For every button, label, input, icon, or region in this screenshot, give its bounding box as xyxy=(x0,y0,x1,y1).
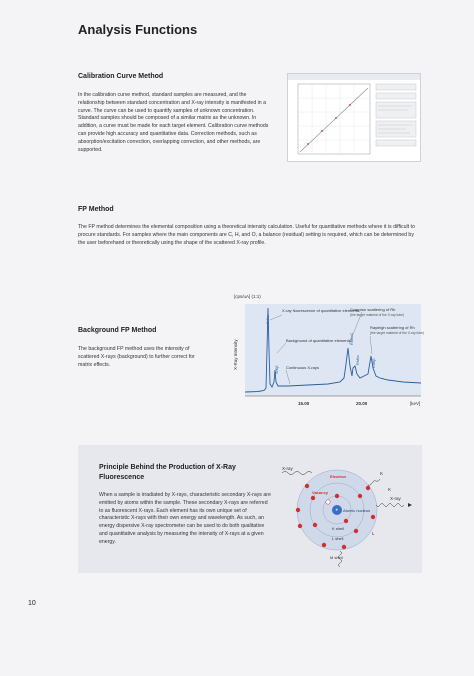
electron xyxy=(358,494,362,498)
electron xyxy=(311,496,315,500)
electron xyxy=(313,523,317,527)
label-k-shell: K shell xyxy=(332,526,345,531)
principle-text: When a sample is irradiated by X-rays, characteristic secondary X-rays are emitted by atoms within the sample. These secondary X-rays are referred to as fluorescent X-rays. Each element has its own unique set of characteristic X-rays with their own energy and wavelength. As such, an energy dispersive X-ray spectrometer can be used to do both qualitative and quantitative analysis by measuring the intensity of X-rays at a given energy. xyxy=(99,492,271,545)
nucleus-plus: + xyxy=(335,507,339,513)
electron xyxy=(342,545,346,549)
calibration-para-2: Standard samples should be composed of a similar matrix as the unknown. In addition, a curve must be made for each target element. Calibration curve methods can provide high accuracy and quantitative data. Correction methods, such as absorption/excitation correction, overlapping correction, and other methods, are supported. xyxy=(78,115,269,153)
page-number: 10 xyxy=(28,600,36,607)
electron xyxy=(322,543,326,547)
spectrum-y-unit: [cps/uA] (1:1) xyxy=(234,294,261,299)
arrow-icon xyxy=(408,503,412,507)
label-vacancy: Vacancy xyxy=(312,490,329,495)
spectrum-xtick-20: 20.00 xyxy=(356,401,368,406)
principle-box xyxy=(78,445,422,573)
calibration-software-screenshot xyxy=(287,73,421,162)
peak-label-rhkb: RhKβ xyxy=(372,358,376,368)
principle-heading: Principle Behind the Production of X-Ray Fluorescence xyxy=(99,464,236,481)
label-l: L xyxy=(372,531,375,536)
annotation-rayleigh: Rayleigh scattering of Rh xyxy=(370,325,415,330)
label-k-2: K xyxy=(388,487,392,492)
bgfp-text: The background FP method uses the intensity of scattered X-rays (background) to further correct for matrix effects. xyxy=(78,346,195,368)
electron xyxy=(354,529,358,533)
calibration-plot-graphic xyxy=(288,74,420,161)
label-l-shell: L shell xyxy=(332,536,344,541)
label-xray-in: X-ray xyxy=(282,466,293,471)
vacancy-marker xyxy=(326,500,330,504)
electron xyxy=(366,486,370,490)
electron xyxy=(296,508,300,512)
peak-label-srkb: SrKβ xyxy=(275,365,279,374)
annotation-background: Background of quantitative elements xyxy=(286,338,351,343)
annotation-compton-sub: (the target material of the X-ray tube) xyxy=(350,313,405,317)
page-title: Analysis Functions xyxy=(78,22,198,37)
atom-diagram xyxy=(280,465,420,569)
annotation-fluorescence: X-ray fluorescence of quantitative elements xyxy=(282,308,359,313)
bgfp-heading: Background FP Method xyxy=(78,327,157,334)
spectrum-figure xyxy=(228,290,426,412)
label-nucleus: Atomic nucleus xyxy=(343,508,371,513)
electron xyxy=(305,484,309,488)
spectrum-plot-area xyxy=(245,304,421,396)
calibration-heading: Calibration Curve Method xyxy=(78,73,164,80)
annotation-rayleigh-sub: (the target material of the X-ray tube) xyxy=(370,331,425,335)
annotation-continuous: Continuous X-rays xyxy=(286,365,319,370)
fp-heading: FP Method xyxy=(78,206,114,213)
fp-text: The FP method determines the elemental composition using a theoretical intensity calculation. Useful for quantitative methods where it is difficult to procure standards. For samples where the main components are C, H, and O, a balance (residual) setting is required, which can be determined by the user beforehand or theoretically using the shape of the scattered X-ray profile. xyxy=(78,224,415,246)
calibration-para-1: In the calibration curve method, standard samples are measured, and the relationship between standard concentration and X-ray intensity is manifested in a curve. The curve can be used to quantify samples of unknown concentration. xyxy=(78,92,267,114)
electron xyxy=(344,519,348,523)
electron xyxy=(371,515,375,519)
electron xyxy=(335,494,339,498)
label-xray-out: X-ray xyxy=(390,496,401,501)
label-m-shell: M shell xyxy=(330,555,343,560)
spectrum-x-unit: [keV] xyxy=(410,401,421,406)
spectrum-y-label: X-Ray Intensity xyxy=(233,339,238,370)
annotation-compton: Compton scattering of Rh xyxy=(350,307,396,312)
label-k-1: K xyxy=(380,471,384,476)
spectrum-xtick-15: 15.00 xyxy=(298,401,310,406)
peak-label-srka: SrKα xyxy=(266,315,270,324)
peak-label-rhkac: RhKαC xyxy=(350,332,354,345)
calibration-text xyxy=(78,92,274,154)
label-electron: Electron xyxy=(330,474,347,479)
electron xyxy=(298,524,302,528)
peak-label-rhka: RhKα xyxy=(356,355,360,365)
